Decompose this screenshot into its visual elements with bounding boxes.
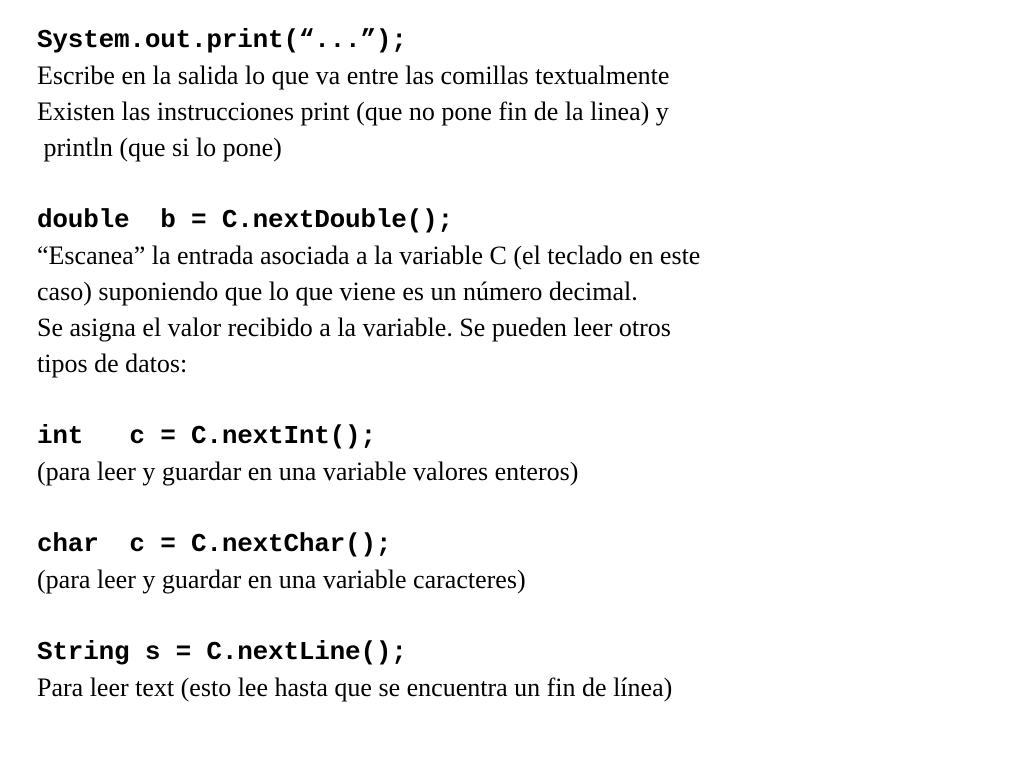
spacer bbox=[37, 382, 997, 418]
description-line: Se asigna el valor recibido a la variable. Se pueden leer otros bbox=[37, 313, 671, 342]
code-line-next-char: char c = C.nextChar(); bbox=[37, 529, 392, 559]
description-line: (para leer y guardar en una variable caracteres) bbox=[37, 565, 526, 594]
description-line: (para leer y guardar en una variable valores enteros) bbox=[37, 457, 579, 486]
spacer bbox=[37, 490, 997, 526]
code-line-next-int: int c = C.nextInt(); bbox=[37, 421, 376, 451]
code-line-print: System.out.print(“...”); bbox=[37, 25, 407, 55]
block-next-int bbox=[37, 418, 997, 490]
description-line: tipos de datos: bbox=[37, 349, 188, 378]
code-line-next-double: double b = C.nextDouble(); bbox=[37, 205, 453, 235]
description-line: println (que si lo pone) bbox=[37, 133, 282, 162]
block-next-double bbox=[37, 202, 997, 382]
description-line: Para leer text (esto lee hasta que se encuentra un fin de línea) bbox=[37, 673, 673, 702]
description-line: Existen las instrucciones print (que no pone fin de la linea) y bbox=[37, 97, 669, 126]
description-line: caso) suponiendo que lo que viene es un número decimal. bbox=[37, 277, 638, 306]
slide-content bbox=[37, 22, 997, 706]
code-line-next-line: String s = C.nextLine(); bbox=[37, 637, 407, 667]
description-line: “Escanea” la entrada asociada a la variable C (el teclado en este bbox=[37, 241, 701, 270]
block-print bbox=[37, 22, 997, 166]
block-next-line bbox=[37, 634, 997, 706]
spacer bbox=[37, 598, 997, 634]
description-line: Escribe en la salida lo que va entre las comillas textualmente bbox=[37, 61, 670, 90]
spacer bbox=[37, 166, 997, 202]
block-next-char bbox=[37, 526, 997, 598]
